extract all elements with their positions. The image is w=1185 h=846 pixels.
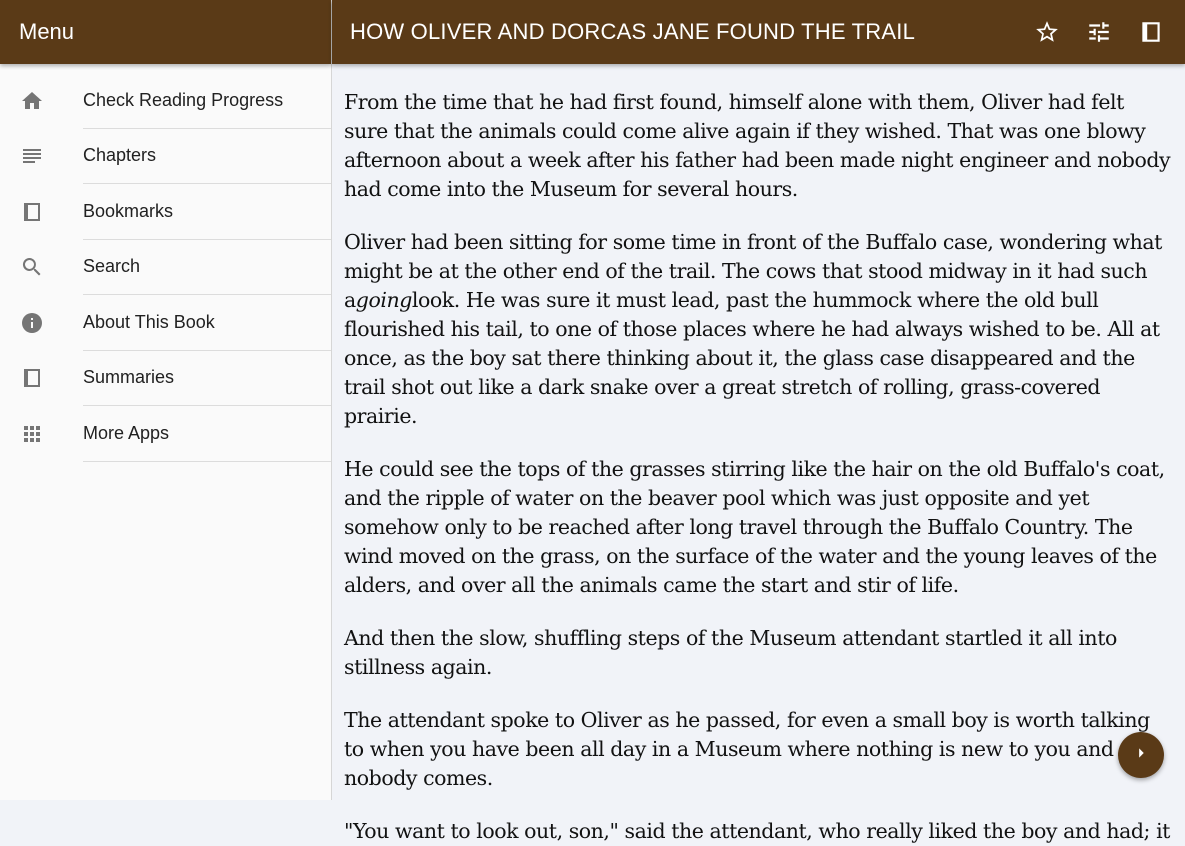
paragraph: Oliver had been sitting for some time in front of the Buffalo case, wondering what might be at the other end of the trail. The cows that stood midway in it had such agoinglook. He was sure it must lead, past the hummock where the old bull flourished his tail, to one of those places where he had always wished to be. All at once, as the boy sat there thinking about it, the glass case disappeared and the trail shot out like a dark snake over a great stretch of rolling, grass-covered prairie.	[344, 230, 1162, 428]
sliders-icon[interactable]	[1073, 6, 1125, 58]
reader-main	[332, 0, 1185, 843]
menu-item-label: Bookmarks	[83, 184, 331, 240]
search-icon	[0, 240, 83, 296]
menu-item-check-reading-progress[interactable]	[0, 73, 331, 129]
sidebar-header	[0, 0, 331, 64]
menu-item-about-this-book[interactable]	[0, 295, 331, 351]
menu-item-search[interactable]	[0, 240, 331, 296]
paragraph: The attendant spoke to Oliver as he passed, for even a small boy is worth talking to when you have been all day in a Museum where nothing is new to you and nobody comes.	[344, 708, 1150, 790]
sidebar-title: Menu	[19, 19, 75, 44]
chevron-right-icon	[1130, 742, 1152, 769]
star-icon[interactable]	[1021, 6, 1073, 58]
list-icon	[0, 129, 83, 185]
book-content	[332, 64, 1185, 843]
top-bar	[332, 0, 1185, 64]
next-page-button[interactable]	[1118, 732, 1164, 778]
menu-item-label: Search	[83, 240, 331, 296]
menu-item-label: About This Book	[83, 295, 331, 351]
menu-item-label: Chapters	[83, 129, 331, 185]
book-icon[interactable]	[1125, 6, 1177, 58]
menu-item-bookmarks[interactable]	[0, 184, 331, 240]
menu-item-more-apps[interactable]	[0, 406, 331, 462]
chapter-title: HOW OLIVER AND DORCAS JANE FOUND THE TRAIL	[350, 19, 916, 44]
grid-icon	[0, 406, 83, 462]
sidebar	[0, 0, 332, 800]
menu-item-summaries[interactable]	[0, 351, 331, 407]
toolbar-actions	[1021, 6, 1185, 58]
book-icon	[0, 351, 83, 407]
home-icon	[0, 73, 83, 129]
paragraph: And then the slow, shuffling steps of the Museum attendant startled it all into stillness again.	[344, 626, 1117, 679]
menu-list	[0, 64, 331, 462]
menu-item-chapters[interactable]	[0, 129, 331, 185]
menu-item-label: More Apps	[83, 406, 331, 462]
emphasis-text: going	[355, 288, 412, 312]
menu-item-label: Summaries	[83, 351, 331, 407]
menu-item-label: Check Reading Progress	[83, 73, 331, 129]
info-icon	[0, 295, 83, 351]
book-icon	[0, 184, 83, 240]
paragraph: He could see the tops of the grasses stirring like the hair on the old Buffalo's coat, and the ripple of water on the beaver pool which was just opposite and yet somehow only to be reached after long travel through the Buffalo Country. The wind moved on the grass, on the surface of the water and the young leaves of the alders, and over all the animals came the start and stir of life.	[344, 457, 1165, 597]
paragraph: "You want to look out, son," said the attendant, who really liked the boy and had; it	[344, 819, 1170, 843]
paragraph: From the time that he had first found, himself alone with them, Oliver had felt sure that the animals could come alive again if they wished. That was one blowy afternoon about a week after his father had been made night engineer and nobody had come into the Museum for several hours.	[344, 90, 1171, 201]
